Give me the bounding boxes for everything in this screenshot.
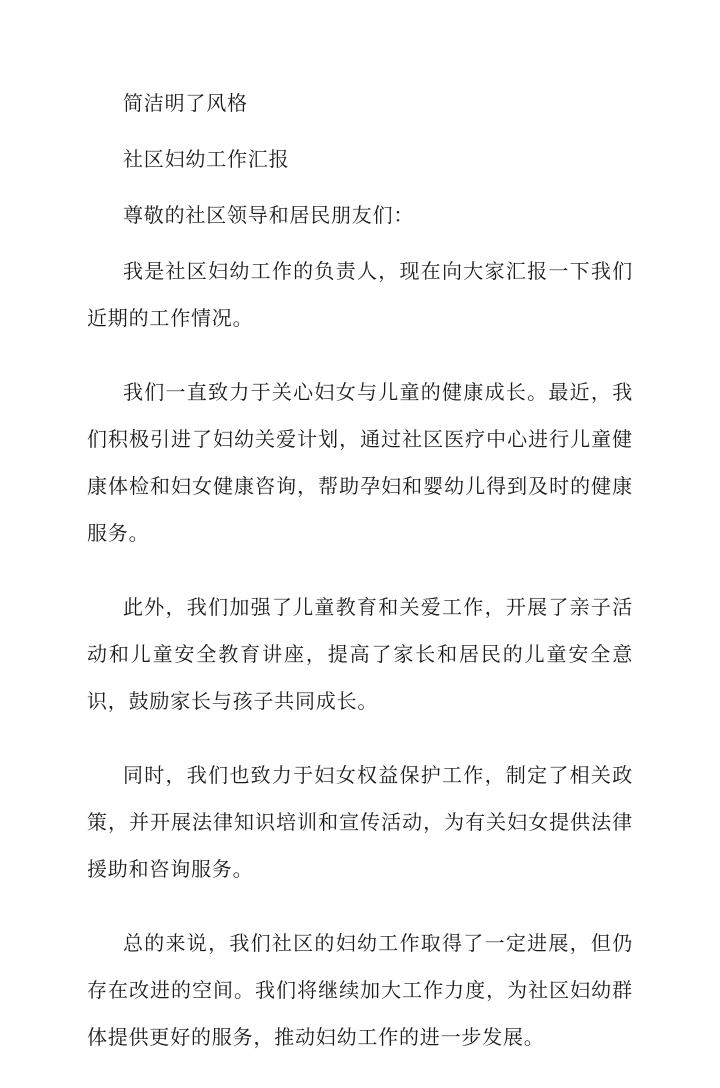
paragraph-summary: 总的来说，我们社区的妇幼工作取得了一定进展，但仍存在改进的空间。我们将继续加大工作力度，为社区妇幼群体提供更好的服务，推动妇幼工作的进一步发展。 xyxy=(87,931,633,1049)
paragraph-health: 我们一直致力于关心妇女与儿童的健康成长。最近，我们积极引进了妇幼关爱计划，通过社区医疗中心进行儿童健康体检和妇女健康咨询，帮助孕妇和婴幼儿得到及时的健康服务。 xyxy=(87,380,633,545)
paragraph-rights: 同时，我们也致力于妇女权益保护工作，制定了相关政策，并开展法律知识培训和宣传活动，为有关妇女提供法律援助和咨询服务。 xyxy=(87,763,633,881)
document-title: 社区妇幼工作汇报 xyxy=(123,147,290,171)
paragraph-education: 此外，我们加强了儿童教育和关爱工作，开展了亲子活动和儿童安全教育讲座，提高了家长和居民的儿童安全意识，鼓励家长与孩子共同成长。 xyxy=(87,595,633,713)
greeting: 尊敬的社区领导和居民朋友们： xyxy=(123,203,415,227)
paragraph-intro: 我是社区妇幼工作的负责人，现在向大家汇报一下我们近期的工作情况。 xyxy=(87,259,633,330)
document-body xyxy=(87,80,633,1088)
style-note: 简洁明了风格 xyxy=(123,91,248,115)
